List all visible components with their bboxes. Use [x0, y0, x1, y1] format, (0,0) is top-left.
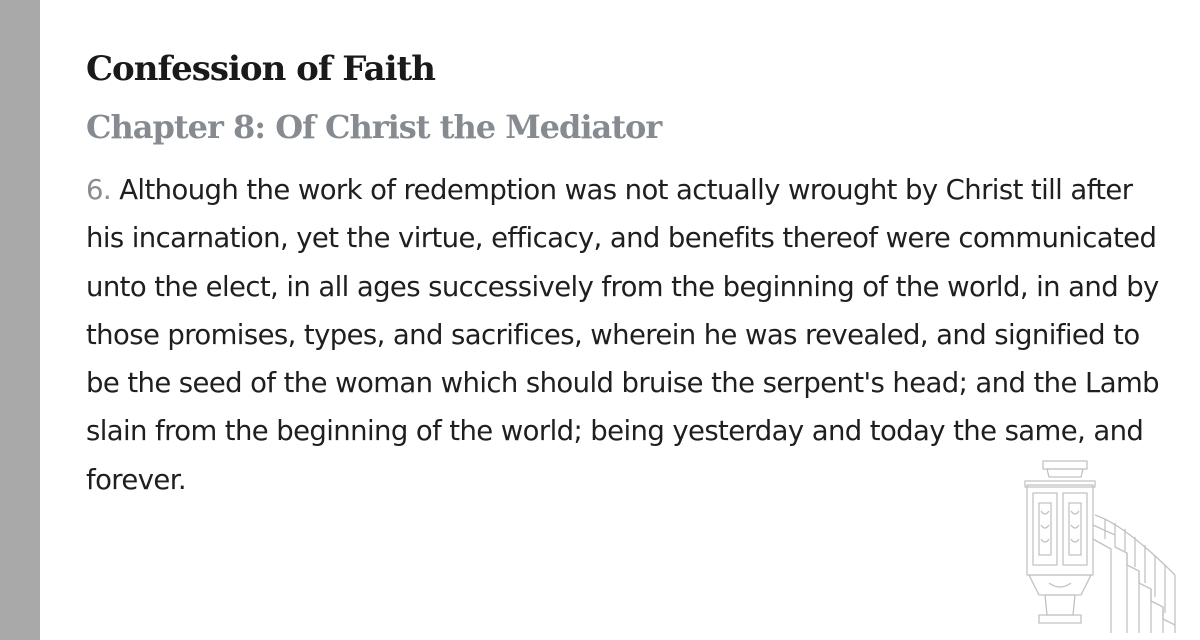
chapter-title: Chapter 8: Of Christ the Mediator: [86, 108, 662, 146]
document-content: [86, 44, 1166, 504]
page-title: Confession of Faith: [86, 49, 435, 89]
paragraph-text: Although the work of redemption was not actually wrought by Christ till after his incarnation, yet the virtue, efficacy, and benefits thereof were communicated unto the elect, in all ages successively from the beginning of the world, in and by those promises, types, and sacrifices, wherein he was revealed, and signified to be the seed of the woman which should bruise the serpent's head; and the Lamb slain from the beginning of the world; being yesterday and today the same, and forever.: [86, 174, 1159, 496]
paragraph-number: 6.: [86, 174, 112, 206]
paragraph: [86, 166, 1166, 504]
left-sidebar-bar: [0, 0, 40, 640]
